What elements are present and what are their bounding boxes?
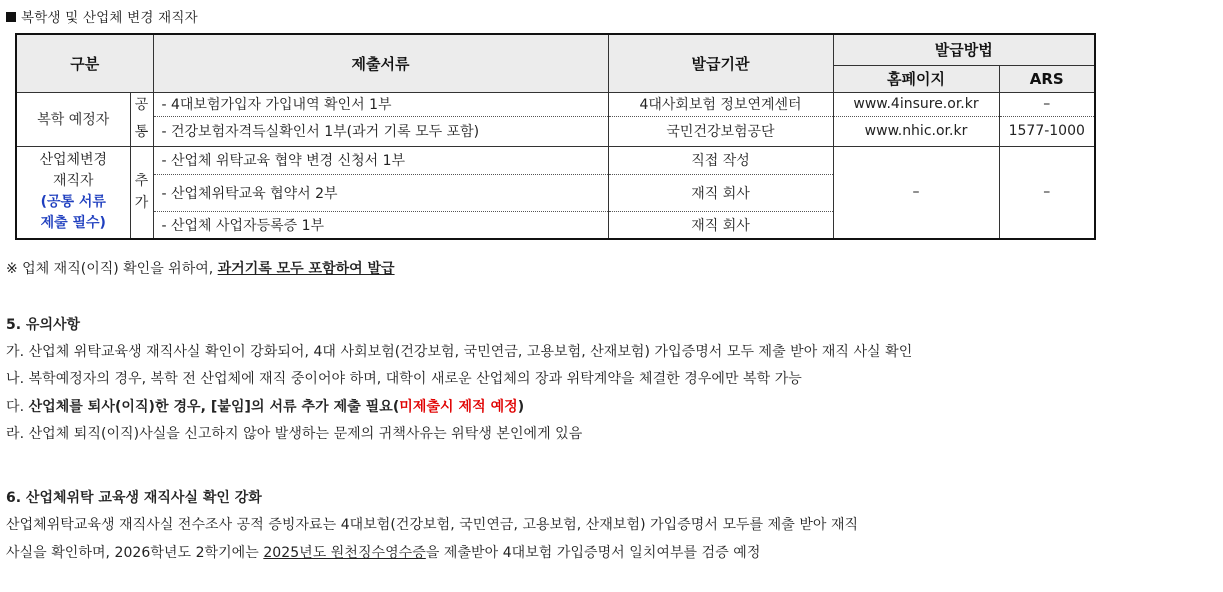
section-5-item xyxy=(6,396,524,416)
header-category: 구분 xyxy=(16,34,153,92)
group-sub-label-char: 추 xyxy=(134,173,149,190)
header-issuer: 발급기관 xyxy=(608,34,833,92)
table-caption xyxy=(6,6,198,26)
line-text: 사실을 확인하며, 2026학년도 2학기에는 xyxy=(6,545,264,561)
document-cell: - 건강보험자격득실확인서 1부(과거 기록 모두 포함) xyxy=(153,116,608,146)
group-label-line: 재직자 xyxy=(52,173,94,190)
group-sub-label: 공 xyxy=(130,92,153,116)
issuer-cell: 4대사회보험 정보연계센터 xyxy=(608,92,833,116)
group-sub-label: 통 xyxy=(130,116,153,146)
document-cell: - 산업체 위탁교육 협약 변경 신청서 1부 xyxy=(153,146,608,174)
issuer-cell: 재직 회사 xyxy=(608,174,833,211)
item-bold-end: ) xyxy=(517,399,525,415)
group-label-returning: 복학 예정자 xyxy=(16,92,130,146)
group-label-changed xyxy=(16,146,130,239)
issuer-cell: 재직 회사 xyxy=(608,211,833,239)
section-6-line xyxy=(6,542,760,562)
table-row xyxy=(16,92,1095,116)
item-bold-text: 산업체를 퇴사(이직)한 경우, [붙임]의 서류 추가 제출 필요( xyxy=(28,399,400,415)
header-homepage: 홈페이지 xyxy=(833,65,999,92)
ars-cell: – xyxy=(999,146,1095,239)
square-bullet-icon xyxy=(6,12,16,22)
table-footnote xyxy=(6,258,395,278)
header-documents: 제출서류 xyxy=(153,34,608,92)
table-row xyxy=(16,116,1095,146)
homepage-cell: www.4insure.or.kr xyxy=(833,92,999,116)
group-label-note: (공통 서류 xyxy=(40,194,106,211)
group-label-line: 산업체변경 xyxy=(39,152,108,169)
homepage-cell: www.nhic.or.kr xyxy=(833,116,999,146)
group-sub-label-char: 가 xyxy=(134,195,149,212)
required-documents-table xyxy=(15,33,1096,240)
caption-text: 복학생 및 산업체 변경 재직자 xyxy=(21,10,198,26)
document-cell: - 산업체위탁교육 협약서 2부 xyxy=(153,174,608,211)
footnote-emphasis: 과거기록 모두 포함하여 발급 xyxy=(217,261,395,277)
section-6-title: 6. 산업체위탁 교육생 재직사실 확인 강화 xyxy=(6,490,262,506)
document-cell: - 산업체 사업자등록증 1부 xyxy=(153,211,608,239)
ars-cell: – xyxy=(999,92,1095,116)
homepage-cell: – xyxy=(833,146,999,239)
table-row xyxy=(16,146,1095,174)
section-5-item: 가. 산업체 위탁교육생 재직사실 확인이 강화되어, 4대 사회보험(건강보험, 국민연금, 고용보험, 산재보험) 가입증명서 모두 제출 받아 재직 사실 확인 xyxy=(6,344,913,360)
section-5-title: 5. 유의사항 xyxy=(6,317,81,333)
header-method: 발급방법 xyxy=(833,34,1095,65)
section-5-item: 라. 산업체 퇴직(이직)사실을 신고하지 않아 발생하는 문제의 귀책사유는 위탁생 본인에게 있음 xyxy=(6,426,583,442)
section-6-line: 산업체위탁교육생 재직사실 전수조사 공적 증빙자료는 4대보험(건강보험, 국민연금, 고용보험, 산재보험) 가입증명서 모두를 제출 받아 재직 xyxy=(6,517,859,533)
group-label-note: 제출 필수) xyxy=(40,215,106,232)
issuer-cell: 직접 작성 xyxy=(608,146,833,174)
line-text: 을 제출받아 4대보험 가입증명서 일치여부를 검증 예정 xyxy=(425,545,761,561)
group-sub-label xyxy=(130,146,153,239)
section-5-item: 나. 복학예정자의 경우, 복학 전 산업체에 재직 중이어야 하며, 대학이 새로운 산업체의 장과 위탁계약을 체결한 경우에만 복학 가능 xyxy=(6,371,802,387)
ars-cell: 1577-1000 xyxy=(999,116,1095,146)
line-underlined-text: 2025년도 원천징수영수증 xyxy=(263,545,426,561)
header-ars: ARS xyxy=(999,65,1095,92)
item-prefix: 다. xyxy=(6,399,29,415)
item-warning-text: 미제출시 제적 예정 xyxy=(399,399,518,415)
issuer-cell: 국민건강보험공단 xyxy=(608,116,833,146)
document-cell: - 4대보험가입자 가입내역 확인서 1부 xyxy=(153,92,608,116)
footnote-text: ※ 업체 재직(이직) 확인을 위하여, xyxy=(6,261,218,277)
